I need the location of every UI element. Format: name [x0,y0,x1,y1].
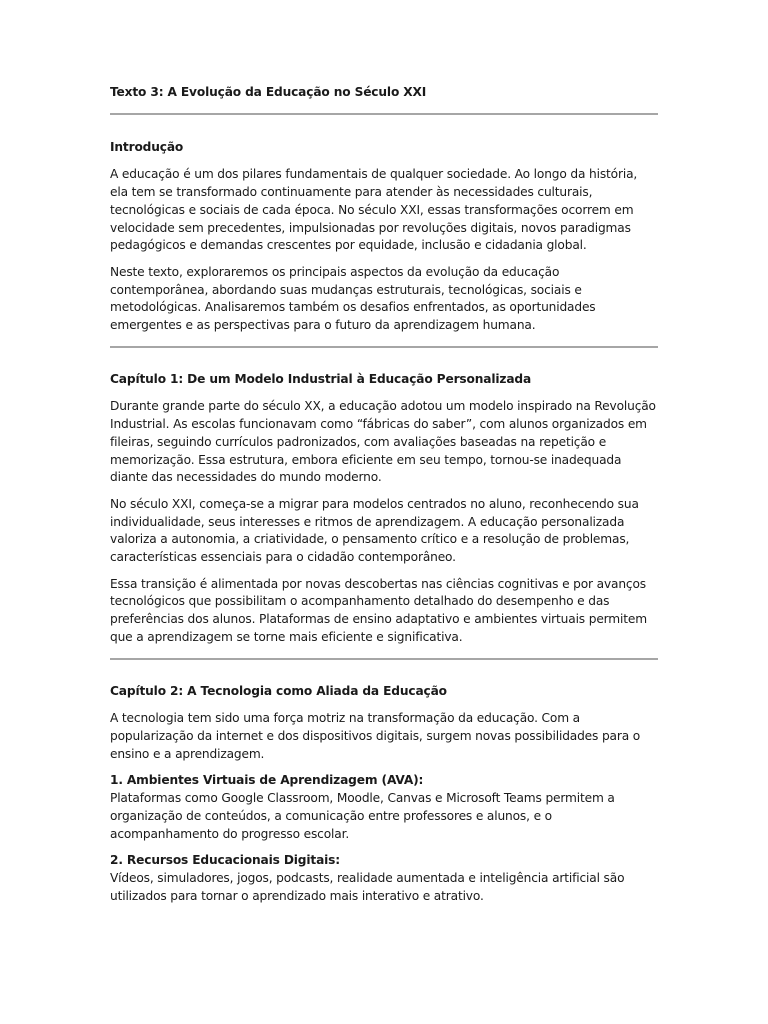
list-item-text: Plataformas como Google Classroom, Moodle, Canvas e Microsoft Teams permitem a organização de conteúdos, a comunicação entre professores e alunos, e o acompanhamento do progresso escolar. [110,791,615,841]
list-item-text: Vídeos, simuladores, jogos, podcasts, realidade aumentada e inteligência artificial são utilizados para tornar o aprendizado mais interativo e atrativo. [110,870,625,903]
section-chapter-1 [110,371,658,647]
section-heading-chapter-2: Capítulo 2: A Tecnologia como Aliada da Educação [110,683,447,698]
section-introduction [110,139,658,335]
paragraph: Essa transição é alimentada por novas descobertas nas ciências cognitivas e por avanços tecnológicos que possibilitam o acompanhamento detalhado do desempenho e das preferências dos alunos. Plataformas de ensino adaptativo e ambientes virtuais permitem que a aprendizagem se torne mais eficiente e significativa. [110,576,647,644]
section-heading-chapter-1: Capítulo 1: De um Modelo Industrial à Educação Personalizada [110,371,532,386]
list-item-title: 1. Ambientes Virtuais de Aprendizagem (AVA): [110,773,424,788]
list-item [110,852,658,905]
paragraph: A educação é um dos pilares fundamentais de qualquer sociedade. Ao longo da história, ela tem se transformado continuamente para atender às necessidades culturais, tecnológicas e sociais de cada época. No século XXI, essas transformações ocorrem em velocidade sem precedentes, impulsionadas por revoluções digitais, novos paradigmas pedagógicos e demandas crescentes por equidade, inclusão e cidadania global. [110,167,638,253]
document-page [110,84,658,914]
section-chapter-2 [110,683,658,906]
list-item [110,772,658,843]
paragraph: Durante grande parte do século XX, a educação adotou um modelo inspirado na Revolução Industrial. As escolas funcionavam como “fábricas do saber”, com alunos organizados em fileiras, seguindo currículos padronizados, com avaliações baseadas na repetição e memorização. Essa estrutura, embora eficiente em seu tempo, tornou-se inadequada diante das necessidades do mundo moderno. [110,399,656,485]
paragraph: Neste texto, exploraremos os principais aspectos da evolução da educação contemporânea, abordando suas mudanças estruturais, tecnológicas, sociais e metodológicas. Analisaremos também os desafios enfrentados, as oportunidades emergentes e as perspectivas para o futuro da aprendizagem humana. [110,264,596,333]
paragraph: No século XXI, começa-se a migrar para modelos centrados no aluno, reconhecendo sua individualidade, seus interesses e ritmos de aprendizagem. A educação personalizada valoriza a autonomia, a criatividade, o pensamento crítico e a resolução de problemas, características essenciais para o cidadão contemporâneo. [110,496,639,565]
section-divider [110,346,658,348]
list-item-title: 2. Recursos Educacionais Digitais: [110,853,341,868]
section-divider [110,113,658,115]
document-title: Texto 3: A Evolução da Educação no Século XXI [110,85,427,99]
paragraph: A tecnologia tem sido uma força motriz na transformação da educação. Com a popularização da internet e dos dispositivos digitais, surgem novas possibilidades para o ensino e a aprendizagem. [110,711,641,761]
section-divider [110,658,658,660]
section-heading-introduction: Introdução [110,139,184,154]
